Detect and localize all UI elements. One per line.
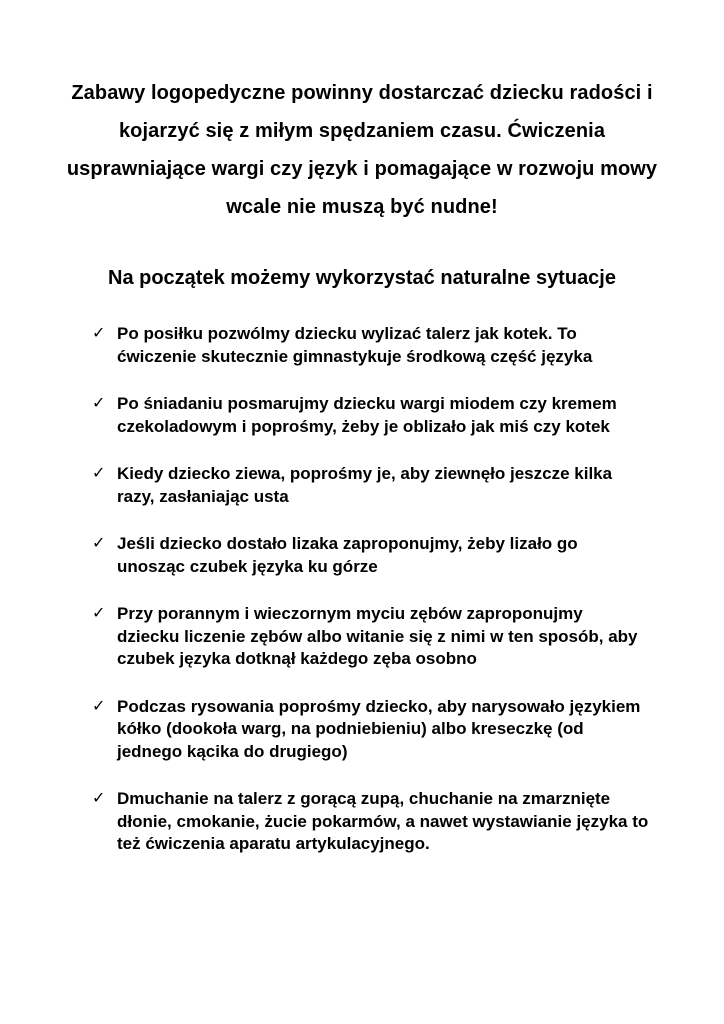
- list-item-text: Jeśli dziecko dostało lizaka zaproponujmy, żeby lizało go unosząc czubek języka ku górze: [117, 534, 578, 576]
- check-icon: ✓: [92, 465, 106, 482]
- exercise-list: [92, 323, 652, 856]
- list-item-text: Po śniadaniu posmarujmy dziecku wargi miodem czy kremem czekoladowym i poprośmy, żeby je oblizało jak miś czy kotek: [117, 394, 617, 436]
- check-icon: ✓: [92, 697, 106, 715]
- list-item-text: Przy porannym i wieczornym myciu zębów zaproponujmy dziecku liczenie zębów albo witanie się z nimi w ten sposób, aby czubek języka dotknął każdego zęba osobno: [117, 604, 638, 668]
- check-icon: ✓: [92, 325, 106, 342]
- list-item-text: Podczas rysowania poprośmy dziecko, aby narysowało językiem kółko (dookoła warg, na podniebieniu) albo kreseczkę (od jednego kącika do drugiego): [117, 696, 641, 761]
- check-icon: ✓: [92, 790, 106, 807]
- list-item: [92, 788, 652, 856]
- section-heading: Na początek możemy wykorzystać naturalne sytuacje: [108, 267, 616, 289]
- check-icon: ✓: [92, 395, 106, 412]
- list-item-text: Po posiłku pozwólmy dziecku wylizać talerz jak kotek. To ćwiczenie skutecznie gimnastykuje środkową część języka: [117, 324, 593, 366]
- list-item: [92, 603, 652, 671]
- check-icon: ✓: [92, 605, 106, 622]
- intro-paragraph: Zabawy logopedyczne powinny dostarczać dziecku radości i kojarzyć się z miłym spędzaniem czasu. Ćwiczenia usprawniające wargi czy język i pomagające w rozwoju mowy wcale nie muszą być nudne!: [66, 82, 658, 218]
- list-item: [92, 533, 652, 578]
- list-item: [92, 696, 652, 764]
- list-item-text: Dmuchanie na talerz z gorącą zupą, chuchanie na zmarznięte dłonie, cmokanie, żucie pokarmów, a nawet wystawianie języka to też ćwiczenia aparatu artykulacyjnego.: [117, 789, 649, 853]
- list-item: [92, 463, 652, 508]
- check-icon: ✓: [92, 535, 106, 552]
- list-item-text: Kiedy dziecko ziewa, poprośmy je, aby ziewnęło jeszcze kilka razy, zasłaniając usta: [117, 464, 613, 506]
- list-item: [92, 393, 652, 438]
- list-item: [92, 323, 652, 368]
